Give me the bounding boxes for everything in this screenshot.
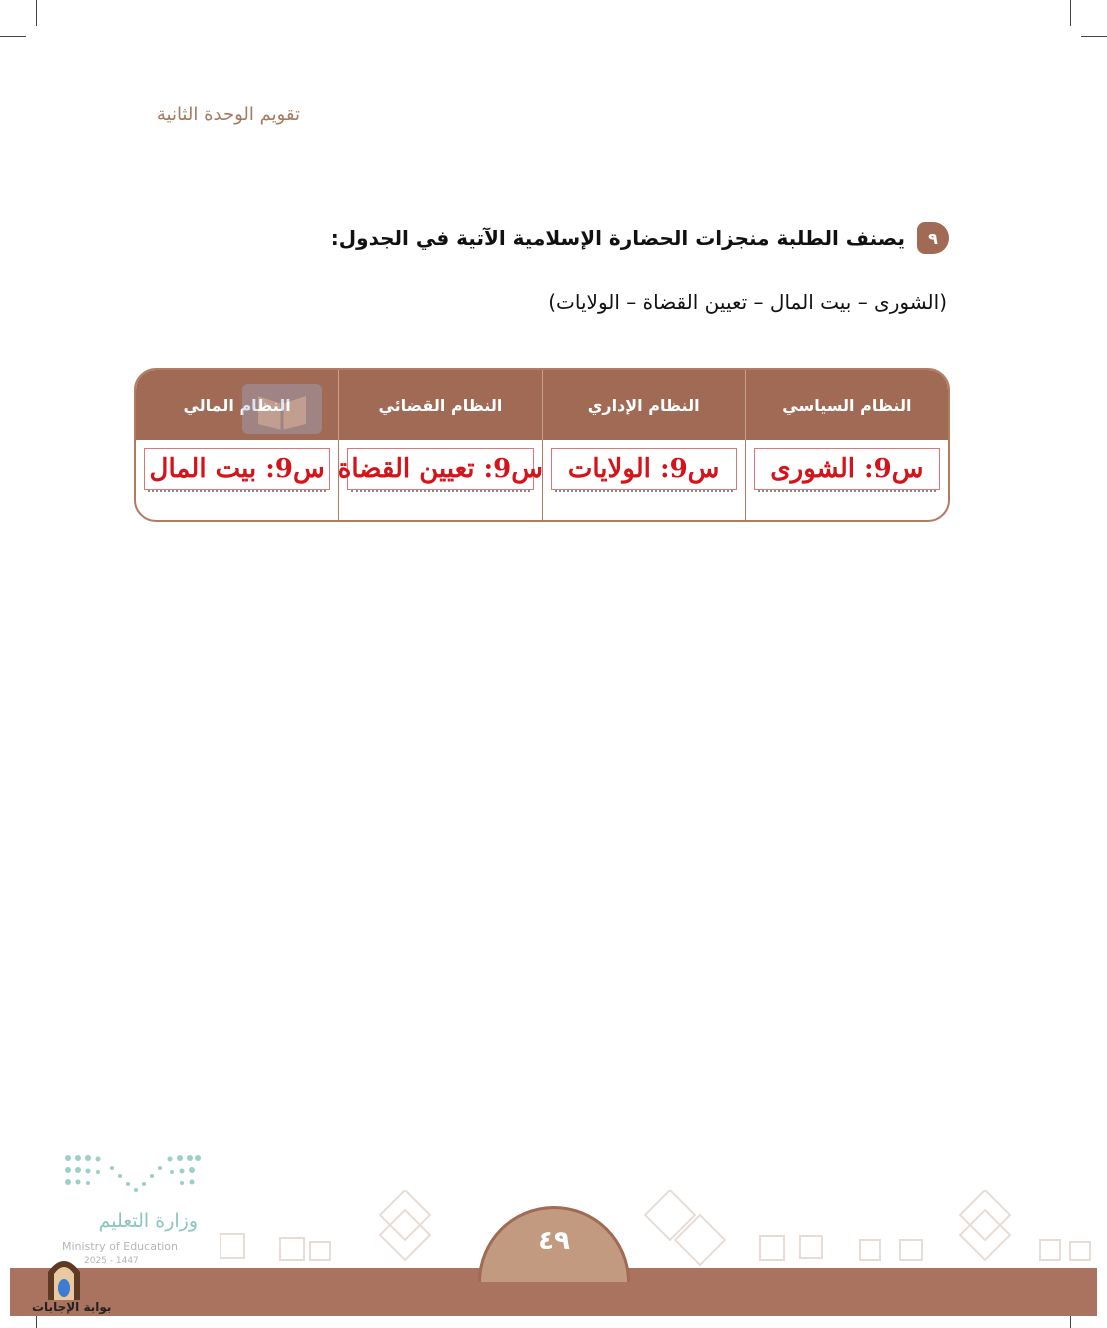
table-cell	[338, 440, 541, 520]
table-cell	[745, 440, 948, 520]
answer-shura: س9: الشورى	[754, 448, 940, 490]
crop-mark	[36, 0, 37, 26]
header-financial-system: النظام المالي	[183, 395, 291, 415]
dotted-line	[555, 490, 733, 492]
ministry-name-english: Ministry of Education	[62, 1240, 179, 1253]
page-number: ٤٩	[538, 1226, 570, 1256]
answer-appointing-judges: س9: تعيين القضاة	[347, 448, 533, 490]
header-judicial-system: النظام القضائي	[338, 370, 541, 440]
crop-mark	[0, 36, 26, 37]
dotted-line	[351, 490, 529, 492]
table-answer-row	[136, 440, 948, 520]
ministry-name-arabic: وزارة التعليم	[98, 1210, 198, 1232]
header-administrative-system: النظام الإداري	[542, 370, 745, 440]
ministry-year: 2025 - 1447	[84, 1256, 139, 1266]
question-text: يصنف الطلبة منجزات الحضارة الإسلامية الآتية في الجدول:	[330, 226, 905, 250]
book-watermark-icon	[238, 378, 326, 438]
question-number-badge: ٩	[917, 222, 949, 254]
unit-review-title: تقويم الوحدة الثانية	[156, 104, 300, 125]
table-cell	[136, 440, 338, 520]
ministry-logo-icon	[62, 1150, 202, 1200]
question-options: (الشورى – بيت المال – تعيين القضاة – الولايات)	[548, 290, 947, 314]
question-9	[331, 222, 949, 254]
answer-treasury: س9: بيت المال	[144, 448, 330, 490]
answer-provinces: س9: الولايات	[551, 448, 737, 490]
dotted-line	[758, 490, 936, 492]
table-cell	[542, 440, 745, 520]
answers-portal-icon	[44, 1254, 84, 1302]
crop-mark	[1070, 0, 1071, 26]
answers-portal-label: بوابة الإجابات	[32, 1300, 112, 1314]
dotted-line	[148, 490, 326, 492]
header-political-system: النظام السياسي	[745, 370, 948, 440]
crop-mark	[1081, 36, 1107, 37]
geometric-pattern	[220, 1190, 1100, 1270]
